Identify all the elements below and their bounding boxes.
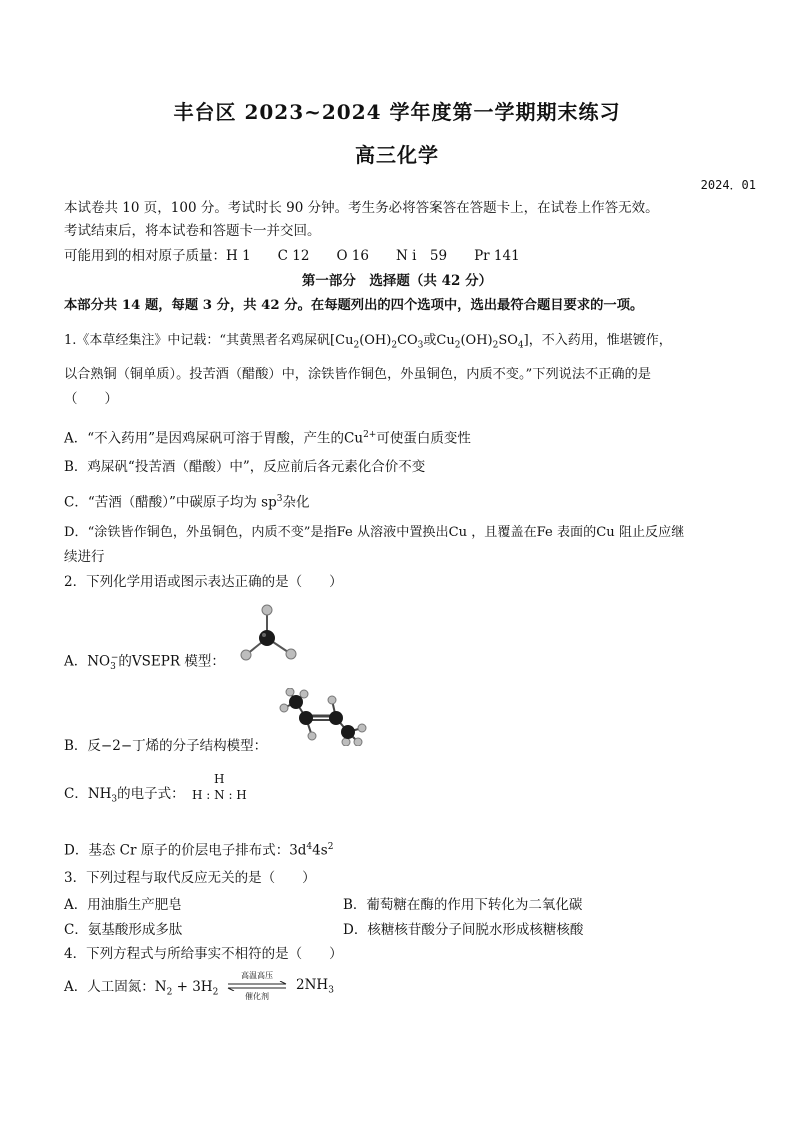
q1-option-d-line-1: D．“涂铁皆作铜色，外虽铜色，内质不变”是指Fe 从溶液中置换出Cu ，且覆盖在Fe 表面的Cu 阻止反应继: [64, 525, 685, 540]
q1-formula-part: (OH): [460, 333, 493, 348]
q1-option-a-text: A．“不入药用”是因鸡屎矾可溶于胃酸，产生的Cu: [64, 430, 364, 447]
q2-option-c-text-end: 的电子式：: [117, 786, 185, 802]
q2-option-c-text: C．NH: [64, 786, 112, 802]
condition-bottom: 催化剂: [245, 992, 269, 1001]
q1-stem-line-3: （ ）: [64, 391, 118, 407]
q3-option-b: B．葡萄糖在酶的作用下转化为二氧化碳: [343, 897, 583, 913]
q1-option-d-line-2: 续进行: [64, 549, 105, 565]
subscript: 2: [391, 340, 398, 351]
q1-stem-line-2: 以合熟铜（铜单质）。投苦酒（醋酸）中，涂铁皆作铜色，外虽铜色，内质不变。”下列说法不正确的是: [64, 367, 651, 382]
nh3-electron-formula: H : N : H: [192, 788, 247, 802]
q2-option-c: [64, 784, 754, 810]
q3-option-a: A．用油脂生产肥皂: [64, 897, 182, 913]
q1-option-b: B．鸡屎矾“投苦酒（醋酸）中”，反应前后各元素化合价不变: [64, 459, 426, 475]
q2-option-a-text: A．NO: [64, 653, 111, 670]
subscript: 3: [110, 662, 116, 673]
part1-instruction: 本部分共 14 题，每题 3 分，共 42 分。在每题列出的四个选项中，选出最符合题目要求的一项。: [64, 298, 644, 313]
subscript: 3: [417, 340, 424, 351]
exam-title: 丰台区 2023~2024 学年度第一学期期末练习: [173, 100, 621, 124]
exam-date: 2024．01: [700, 178, 756, 192]
q2-option-a: [64, 648, 754, 677]
superscript: −: [110, 653, 119, 663]
subscript: 4: [517, 340, 524, 351]
atomic-masses: 可能用到的相对原子质量：H 1 C 12 O 16 N i 59 Pr 141: [64, 248, 520, 264]
q3-option-c: C．氨基酸形成多肽: [64, 922, 183, 938]
q2-option-b: B．反−2−丁烯的分子结构模型：: [64, 738, 268, 754]
q1-option-a-text-end: 可使蛋白质变性: [376, 430, 471, 447]
subscript: 2: [166, 987, 173, 998]
q2-option-a-text-end: 的VSEPR 模型：: [118, 653, 225, 670]
q2-option-d: [64, 837, 754, 861]
q4-option-a: [64, 977, 219, 1003]
subscript: 2: [492, 340, 499, 351]
q1-formula-part: SO: [498, 333, 518, 348]
nh3-electron-formula-top-h: H: [214, 772, 225, 786]
q2-option-d-text: D．基态 Cr 原子的价层电子排布式：3d: [64, 842, 307, 859]
q1-stem-line-1: [64, 331, 754, 356]
subscript: 3: [111, 794, 118, 805]
intro-line-2: 考试结束后，将本试卷和答题卡一并交回。: [64, 223, 321, 239]
subscript: 3: [328, 985, 334, 996]
q3-stem: 3．下列过程与取代反应无关的是（ ）: [64, 870, 316, 886]
q4-stem: 4．下列方程式与所给事实不相符的是（ ）: [64, 946, 343, 962]
q1-option-c-text-end: 杂化: [282, 494, 310, 511]
q2-option-d-text-mid: 4s: [312, 842, 328, 859]
q1-option-c-text: C．“苦酒（醋酸）”中碳原子均为 sp: [64, 494, 277, 511]
subscript: 2: [454, 340, 461, 351]
reversible-arrow-icon: [226, 981, 288, 991]
superscript: 4: [306, 842, 313, 852]
part1-heading: 第一部分 选择题（共 42 分）: [301, 273, 493, 289]
intro-line-1: 本试卷共 10 页，100 分。考试时长 90 分钟。考生务必将答案答在答题卡上，在试卷上作答无效。: [64, 200, 659, 216]
q1-stem-text-b: ]，不入药用，惟堪镀作，: [523, 333, 672, 348]
q1-stem-text-a: 1.《本草经集注》中记载：“其黄黑者名鸡屎矾[Cu: [64, 333, 354, 348]
q1-formula-part: (OH): [359, 333, 392, 348]
condition-top: 高温高压: [241, 971, 273, 980]
subscript: 2: [212, 987, 219, 998]
q1-option-c: [64, 489, 754, 513]
q4-option-a-text: A．人工固氮：N: [64, 979, 167, 995]
reversible-arrow-condition: [226, 970, 288, 1002]
q1-option-a: [64, 425, 754, 449]
exam-subject: 高三化学: [355, 143, 439, 167]
q4-option-a-plus: + 3H: [172, 979, 213, 995]
superscript: 2+: [363, 430, 377, 440]
q1-formula-part: 或Cu: [423, 333, 455, 348]
q4-option-a-product-text: 2NH: [296, 977, 329, 993]
no3-vsepr-model-image: [236, 602, 308, 664]
q4-option-a-product: [296, 977, 334, 996]
q3-option-d: D．核糖核苷酸分子间脱水形成核糖核酸: [343, 922, 584, 938]
q2-stem: 2．下列化学用语或图示表达正确的是（ ）: [64, 574, 343, 590]
subscript: 2: [353, 340, 360, 351]
q1-formula-part: CO: [397, 333, 418, 348]
superscript: 3: [276, 494, 283, 504]
trans-2-butene-model-image: [276, 688, 372, 746]
superscript: 2: [327, 842, 334, 852]
